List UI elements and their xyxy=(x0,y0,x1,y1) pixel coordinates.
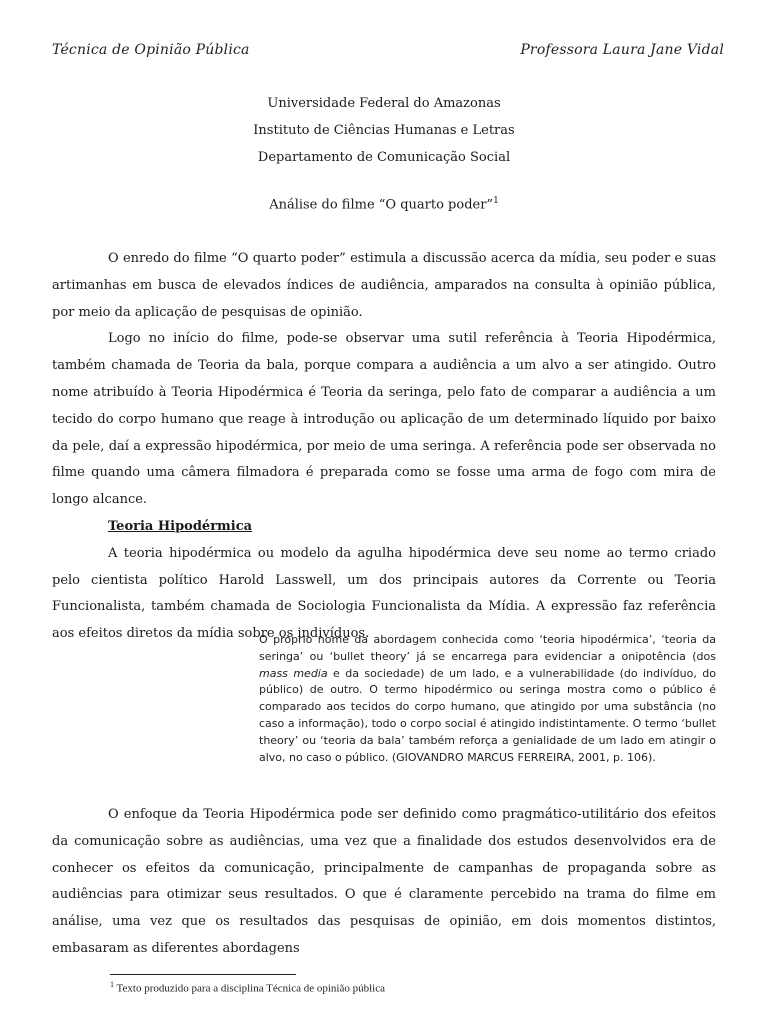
block-quote xyxy=(259,632,716,766)
professor-name: Professora Laura Jane Vidal xyxy=(520,42,724,58)
paragraph-pragmatic-focus: O enfoque da Teoria Hipodérmica pode ser definido como pragmático-utilitário dos efeitos da comunicação sobre as audiências, uma vez que a finalidade dos estudos desenvolvidos era de conhecer os efeitos da comunicação, principalmente de campanhas de propaganda sobre as audiências para otimizar seus resultados. O que é claramente percebido na trama do filme em análise, uma vez que os resultados das pesquisas de opinião, em dois momentos distintos, embasaram as diferentes abordagens xyxy=(52,807,716,956)
body-section-1 xyxy=(52,246,716,648)
footnote xyxy=(110,980,385,995)
running-header xyxy=(52,42,724,58)
university-name: Universidade Federal do Amazonas xyxy=(267,96,501,111)
document-title-text: Análise do filme “O quarto poder” xyxy=(269,197,494,213)
quote-italic-term: mass media xyxy=(259,666,328,680)
title-footnote-marker: 1 xyxy=(493,196,499,206)
paragraph-intro: O enredo do filme “O quarto poder” estimula a discussão acerca da mídia, seu poder e suas artimanhas em busca de elevados índices de audiência, amparados na consulta à opinião pública, por meio da aplicação de pesquisas de opinião. xyxy=(52,251,716,320)
footnote-marker: 1 xyxy=(110,980,114,989)
quote-part-2: e da sociedade) de um lado, e a vulnerabilidade (do indivíduo, do público) de outro. O termo hipodérmico ou seringa mostra como o público é comparado aos tecidos do corpo humano, que atingido por uma substância (no caso a informação), todo o corpo social é atingido indistintamente. O termo ‘bullet theory’ ou ‘teoria da bala’ também reforça a genialidade de um lado em atingir o alvo, no caso o público. (GIOVANDRO MARCUS FERREIRA, 2001, p. 106). xyxy=(259,666,716,764)
institution-block xyxy=(0,90,768,171)
course-name: Técnica de Opinião Pública xyxy=(52,42,250,58)
section-heading: Teoria Hipodérmica xyxy=(108,518,253,534)
department-name: Departamento de Comunicação Social xyxy=(257,150,511,165)
document-title xyxy=(0,196,768,212)
quote-part-1: O próprio nome da abordagem conhecida como ‘teoria hipodérmica’, ‘teoria da seringa’ ou ‘bullet theory’ já se encarrega para evidenciar a onipotência (dos xyxy=(259,633,716,663)
body-section-2 xyxy=(52,802,716,963)
footnote-divider xyxy=(110,974,296,975)
paragraph-hypodermic-reference: Logo no início do filme, pode-se observar uma sutil referência à Teoria Hipodérmica, também chamada de Teoria da bala, porque compara a audiência a um alvo a ser atingido. Outro nome atribuído à Teoria Hipodérmica é Teoria da seringa, pelo fato de comparar a audiência a um tecido do corpo humano que reage à introdução ou aplicação de um determinado líquido por baixo da pele, daí a expressão hipodérmica, por meio de uma seringa. A referência pode ser observada no filme quando uma câmera filmadora é preparada como se fosse uma arma de fogo com mira de longo alcance. xyxy=(52,331,716,508)
footnote-text: Texto produzido para a disciplina Técnica de opinião pública xyxy=(114,982,385,995)
institute-name: Instituto de Ciências Humanas e Letras xyxy=(253,123,515,138)
paragraph-lasswell: A teoria hipodérmica ou modelo da agulha hipodérmica deve seu nome ao termo criado pelo cientista político Harold Lasswell, um dos principais autores da Corrente ou Teoria Funcionalista, também chamada de Sociologia Funcionalista da Mídia. A expressão faz referência aos efeitos diretos da mídia sobre os indivíduos. xyxy=(52,545,716,642)
